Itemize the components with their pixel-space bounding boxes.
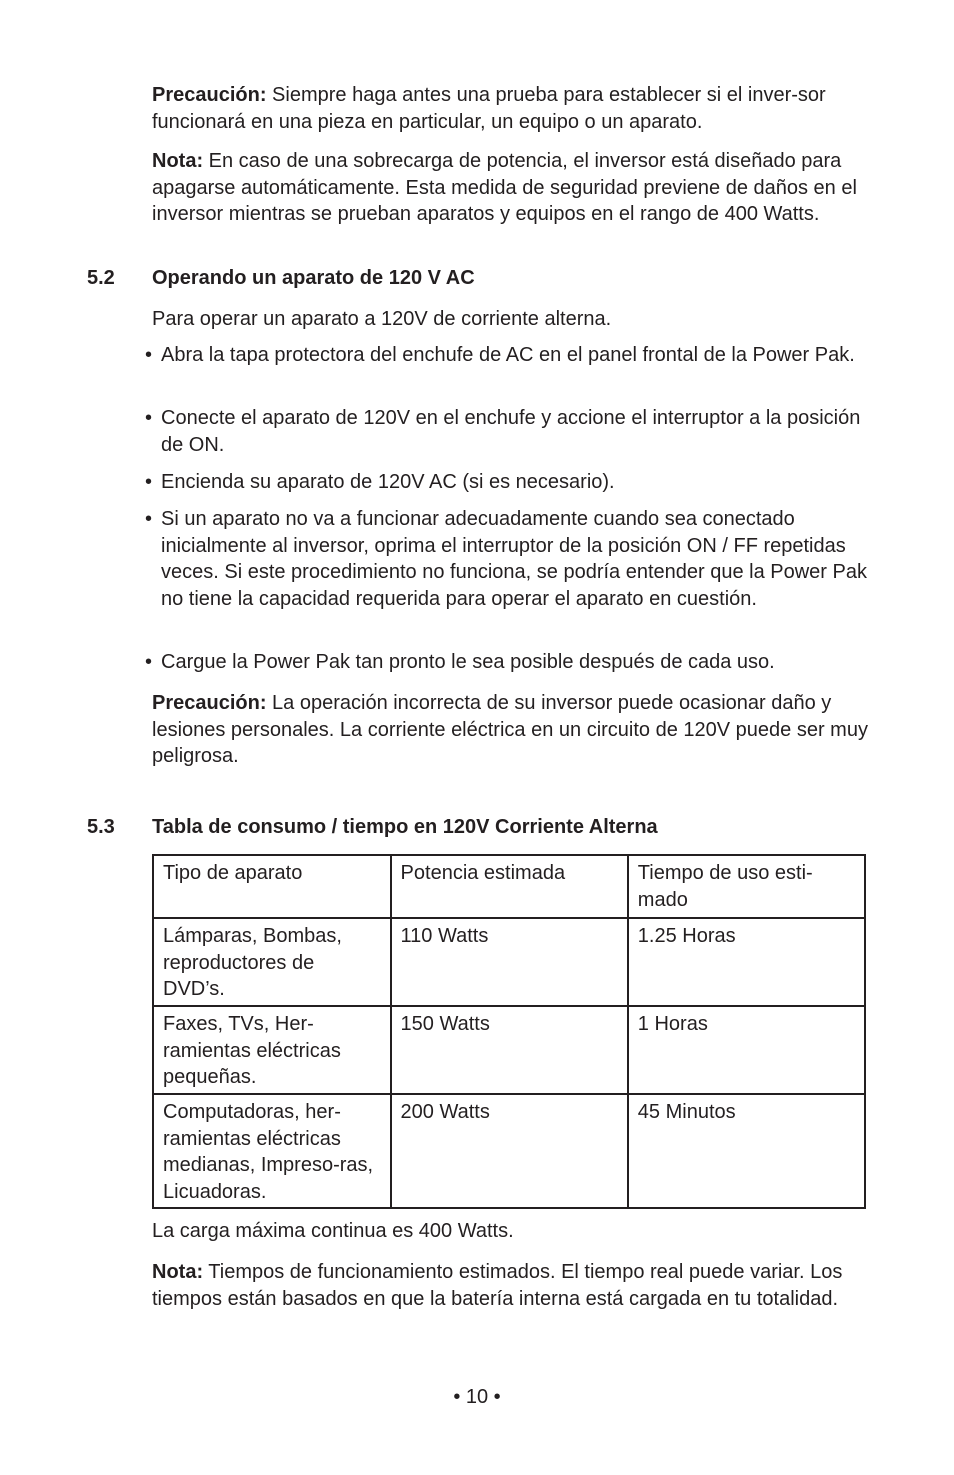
note-paragraph	[152, 148, 872, 228]
table-row	[153, 918, 865, 1006]
bullet-glyph: •	[145, 471, 153, 493]
caution-label: Precaución:	[152, 692, 267, 714]
list-item	[145, 405, 875, 458]
caution-paragraph	[152, 690, 872, 770]
note-label: Nota:	[152, 150, 204, 172]
note-text: Tiempos de funcionamiento estimados. El tiempo real puede variar. Los tiempos están basados en que la batería interna está cargada en tu totalidad.	[152, 1261, 843, 1310]
table-header-cell: Potencia estimada	[391, 855, 628, 918]
list-item-text: Encienda su aparato de 120V AC (si es necesario).	[161, 471, 615, 493]
table-cell: 1 Horas	[628, 1006, 865, 1094]
caution-text: La operación incorrecta de su inversor puede ocasionar daño y lesiones personales. La corriente eléctrica en un circuito de 120V puede ser muy peligrosa.	[152, 692, 868, 767]
list-item-text: Si un aparato no va a funcionar adecuadamente cuando sea conectado inicialmente al inversor, oprima el interruptor de la posición ON / FF repetidas veces. Si este procedimiento no funciona, se podría entender que la Power Pak no tiene la capacidad requerida para operar el aparato en cuestión.	[161, 508, 867, 610]
list-item-text: Conecte el aparato de 120V en el enchufe y accione el interruptor a la posición de ON.	[161, 407, 861, 456]
caution-label: Precaución:	[152, 84, 267, 106]
note-label: Nota:	[152, 1261, 204, 1283]
section-title-5-2: Operando un aparato de 120 V AC	[152, 267, 475, 289]
page-number: • 10 •	[453, 1386, 501, 1408]
table-header-row	[153, 855, 865, 918]
list-item-text: Abra la tapa protectora del enchufe de AC en el panel frontal de la Power Pak.	[161, 344, 855, 366]
section-number-5-3: 5.3	[87, 816, 115, 838]
bullet-glyph: •	[145, 651, 153, 673]
consumption-table	[152, 854, 866, 1209]
list-item-text: Cargue la Power Pak tan pronto le sea posible después de cada uso.	[161, 651, 775, 673]
section-number-5-2: 5.2	[87, 267, 115, 289]
max-load-text: La carga máxima continua es 400 Watts.	[152, 1220, 514, 1242]
table-cell: 45 Minutos	[628, 1094, 865, 1208]
table-row	[153, 1094, 865, 1208]
note-paragraph	[152, 1259, 872, 1312]
list-item	[145, 506, 875, 612]
list-item	[145, 342, 875, 369]
list-item	[145, 469, 875, 496]
table-header-cell: Tiempo de uso esti-mado	[628, 855, 865, 918]
table-cell: 200 Watts	[391, 1094, 628, 1208]
bullet-glyph: •	[145, 407, 153, 429]
table-header-cell: Tipo de aparato	[153, 855, 391, 918]
bullet-glyph: •	[145, 508, 153, 530]
section-title-5-3: Tabla de consumo / tiempo en 120V Corriente Alterna	[152, 816, 658, 838]
table-cell: 150 Watts	[391, 1006, 628, 1094]
table-cell: 110 Watts	[391, 918, 628, 1006]
table-cell: Faxes, TVs, Her-ramientas eléctricas pequeñas.	[153, 1006, 391, 1094]
table-cell: Lámparas, Bombas, reproductores de DVD’s.	[153, 918, 391, 1006]
caution-paragraph	[152, 82, 872, 135]
table-cell: Computadoras, her-ramientas eléctricas medianas, Impreso-ras, Licuadoras.	[153, 1094, 391, 1208]
section-intro: Para operar un aparato a 120V de corriente alterna.	[152, 308, 612, 330]
bullet-glyph: •	[145, 344, 153, 366]
note-text: En caso de una sobrecarga de potencia, el inversor está diseñado para apagarse automáticamente. Esta medida de seguridad previene de daños en el inversor mientras se prueban aparatos y equipos en el rango de 400 Watts.	[152, 150, 857, 225]
list-item	[145, 649, 875, 676]
caution-text: Siempre haga antes una prueba para establecer si el inver-sor funcionará en una pieza en particular, un equipo o un aparato.	[152, 84, 826, 133]
table-cell: 1.25 Horas	[628, 918, 865, 1006]
table-row	[153, 1006, 865, 1094]
